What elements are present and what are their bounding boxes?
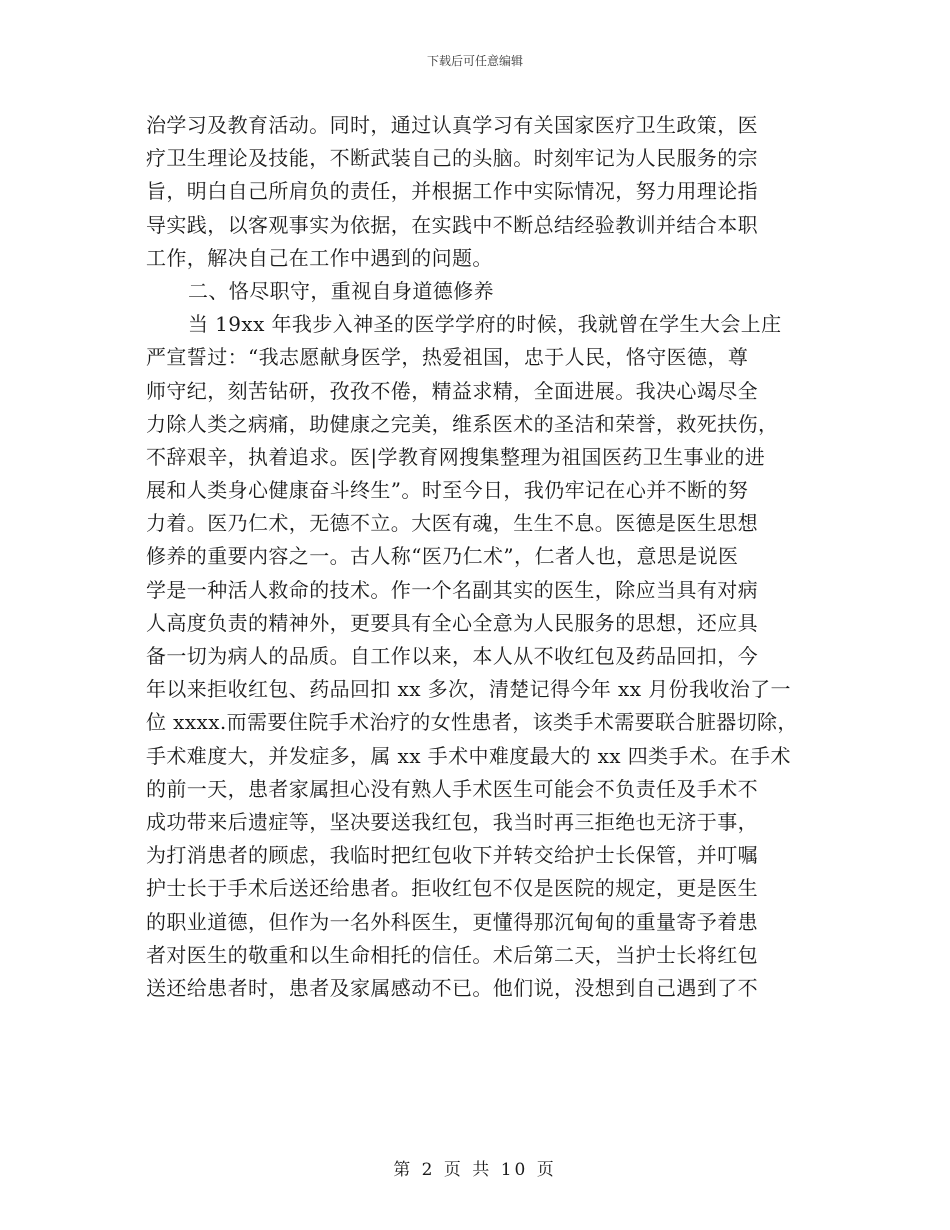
text-line: 不辞艰辛，执着追求。医|学教育网搜集整理为祖国医药卫生事业的进 (146, 444, 766, 469)
text-line: 工作，解决自己在工作中遇到的问题。 (146, 245, 493, 270)
text-line: 力着。医乃仁术，无德不立。大医有魂，生生不息。医德是医生思想 (146, 511, 758, 536)
text-line: 护士长于手术后送还给患者。拒收红包不仅是医院的规定，更是医生 (146, 876, 758, 901)
text-line: 备一切为病人的品质。自工作以来，本人从不收红包及药品回扣，今 (146, 644, 758, 668)
text-line: 师守纪，刻苦钻研，孜孜不倦，精益求精，全面进展。我决心竭尽全 (146, 378, 758, 403)
text-line: 送还给患者时，患者及家属感动不已。他们说，没想到自己遇到了不 (146, 975, 758, 1000)
header-note: 下载后可任意编辑 (426, 54, 523, 68)
text-line: 的职业道德，但作为一名外科医生，更懂得那沉甸甸的重量寄予着患 (146, 909, 758, 934)
text-line: 疗卫生理论及技能，不断武装自己的头脑。时刻牢记为人民服务的宗 (146, 146, 758, 171)
text-line: 严宣誓过：“我志愿献身医学，热爱祖国，忠于人民，恪守医德，尊 (146, 345, 749, 370)
text-line: 成功带来后遗症等，坚决要送我红包，我当时再三拒绝也无济于事， (146, 809, 758, 834)
text-line: 旨，明白自己所肩负的责任，并根据工作中实际情况，努力用理论指 (146, 179, 758, 204)
text-line: 治学习及教育活动。同时，通过认真学习有关国家医疗卫生政策，医 (146, 113, 758, 137)
text-line: 年以来拒收红包、药品回扣 xx 多次，清楚记得今年 xx 月份我收治了一 (146, 677, 791, 702)
text-line: 人高度负责的精神外，更要具有全心全意为人民服务的思想，还应具 (146, 610, 758, 635)
text-line: 学是一种活人救命的技术。作一个名副其实的医生，除应当具有对病 (146, 577, 758, 602)
text-line: 修养的重要内容之一。古人称“医乃仁术”，仁者人也，意思是说医 (146, 544, 739, 569)
text-line: 为打消患者的顾虑，我临时把红包收下并转交给护士长保管，并叮嘱 (146, 843, 758, 868)
text-line: 力除人类之病痛，助健康之完美，维系医术的圣洁和荣誉，救死扶伤， (146, 411, 779, 436)
section-heading: 二、恪尽职守，重视自身道德修养 (188, 278, 494, 303)
text-line: 的前一天，患者家属担心没有熟人手术医生可能会不负责任及手术不 (146, 776, 758, 801)
text-line: 展和人类身心健康奋斗终生”。时至今日，我仍牢记在心并不断的努 (146, 478, 749, 503)
text-line: 导实践，以客观事实为依据，在实践中不断总结经验教训并结合本职 (146, 212, 758, 237)
text-line: 当 19xx 年我步入神圣的医学学府的时候，我就曾在学生大会上庄 (188, 312, 782, 337)
text-line: 位 xxxx.而需要住院手术治疗的女性患者，该类手术需要联合脏器切除， (146, 710, 798, 735)
text-line: 手术难度大，并发症多，属 xx 手术中难度最大的 xx 四类手术。在手术 (146, 743, 791, 768)
text-line: 者对医生的敬重和以生命相托的信任。术后第二天，当护士长将红包 (146, 942, 758, 967)
page-number: 第 2 页 共 10 页 (393, 1160, 557, 1180)
body-text (146, 109, 826, 1005)
